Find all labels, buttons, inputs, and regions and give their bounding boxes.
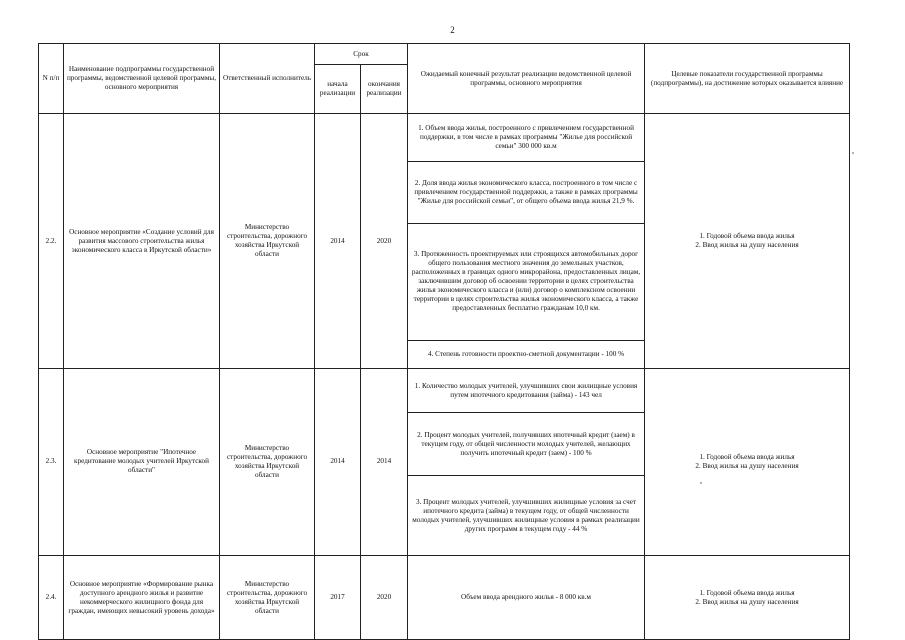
result-cell: 2. Процент молодых учителей, получивших ипотечный кредит (заем) в текущем году, от общей численности молодых учителей, желающих получить ипотечный кредит (заем) - 100 %	[408, 413, 645, 476]
table-row	[39, 556, 850, 640]
result-cell: 1. Объем ввода жилья, построенного с привлечением государственной поддержки, в том числе в рамках программы "Жилье для российской семьи" 300 000 кв.м	[408, 114, 645, 162]
result-cell: 2. Доля ввода жилья экономического класса, построенного в том числе с привлечением государственной поддержки, а также в рамках программы "Жилье для российской семьи", от общего объема ввода жилья 21,9 %.	[408, 162, 645, 223]
result-cell: 3. Протяженность проектируемых или строящихся автомобильных дорог общего пользования местного значения до земельных участков, расположенных в границах одного микрорайона, предоставленных лицам, заключившим договор об освоении территории в целях строительства жилья экономического класса и (или) договор о комплексном освоении территории в целях строительства жилья экономического класса, а также предоставленных бесплатно гражданам 10,0 км.	[408, 223, 645, 340]
row-indicators	[645, 556, 850, 640]
row-end: 2014	[361, 368, 408, 556]
header-result: Ожидаемый конечный результат реализации ведомственной целевой программы, основного мероприятия	[408, 44, 645, 114]
row-end: 2020	[361, 114, 408, 368]
row-num: 2.3.	[39, 368, 64, 556]
header-name: Наименование подпрограммы государственной программы, ведомственной целевой программы, основного мероприятия	[64, 44, 220, 114]
result-cell: Объем ввода арендного жилья - 8 000 кв.м	[408, 556, 645, 640]
indicator-item: 1. Годовой объема ввода жилья	[699, 232, 795, 241]
row-name: Основное мероприятие «Формирование рынка доступного арендного жилья и развитие некоммерческого жилищного фонда для граждан, имеющих невысокий уровень дохода»	[64, 556, 220, 640]
result-cell: 4. Степень готовности проектно-сметной документации - 100 %	[408, 340, 645, 368]
scan-speck	[852, 152, 854, 154]
result-cell: 1. Количество молодых учителей, улучшивших свои жилищные условия путем ипотечного кредитования (займа) - 143 чел	[408, 368, 645, 413]
result-cell: 3. Процент молодых учителей, улучшивших жилищные условия за счет ипотечного кредита (займа) в текущем году, от общей численности молодых учителей, улучшивших жилищные условия в рамках реализации других программ в текущем году - 44 %	[408, 475, 645, 555]
scan-speck	[700, 482, 702, 484]
indicator-item: 1. Годовой объема ввода жилья	[699, 588, 795, 597]
header-num: N п/п	[39, 44, 64, 114]
row-executor: Министерство строительства, дорожного хозяйства Иркутской области	[220, 114, 315, 368]
header-indicators: Целевые показатели государственной программы (подпрограммы), на достижение которых оказывается влияние	[645, 44, 850, 114]
row-indicators	[645, 368, 850, 556]
indicator-item: 1. Годовой объема ввода жилья	[699, 452, 795, 461]
row-end: 2020	[361, 556, 408, 640]
header-end: окончания реализации	[361, 65, 408, 114]
indicator-item: 2. Ввод жилья на душу населения	[695, 241, 799, 250]
header-term: Срок	[315, 44, 408, 65]
program-table	[38, 43, 850, 640]
header-executor: Ответственный исполнитель	[220, 44, 315, 114]
row-executor: Министерство строительства, дорожного хозяйства Иркутской области	[220, 556, 315, 640]
header-row-1	[39, 44, 850, 65]
row-name: Основное мероприятие "Ипотечное кредитование молодых учителей Иркутской области"	[64, 368, 220, 556]
row-num: 2.2.	[39, 114, 64, 368]
indicator-item: 2. Ввод жилья на душу населения	[695, 597, 799, 606]
row-name: Основное мероприятие «Создание условий для развития массового строительства жилья экономического класса в Иркутской области»	[64, 114, 220, 368]
row-executor: Министерство строительства, дорожного хозяйства Иркутской области	[220, 368, 315, 556]
row-num: 2.4.	[39, 556, 64, 640]
indicator-item: 2. Ввод жилья на душу населения	[695, 461, 799, 470]
header-start: начала реализации	[315, 65, 361, 114]
table-row	[39, 368, 850, 413]
table-row	[39, 114, 850, 162]
row-start: 2017	[315, 556, 361, 640]
row-start: 2014	[315, 114, 361, 368]
row-indicators	[645, 114, 850, 368]
page-number: 2	[450, 25, 455, 35]
row-start: 2014	[315, 368, 361, 556]
